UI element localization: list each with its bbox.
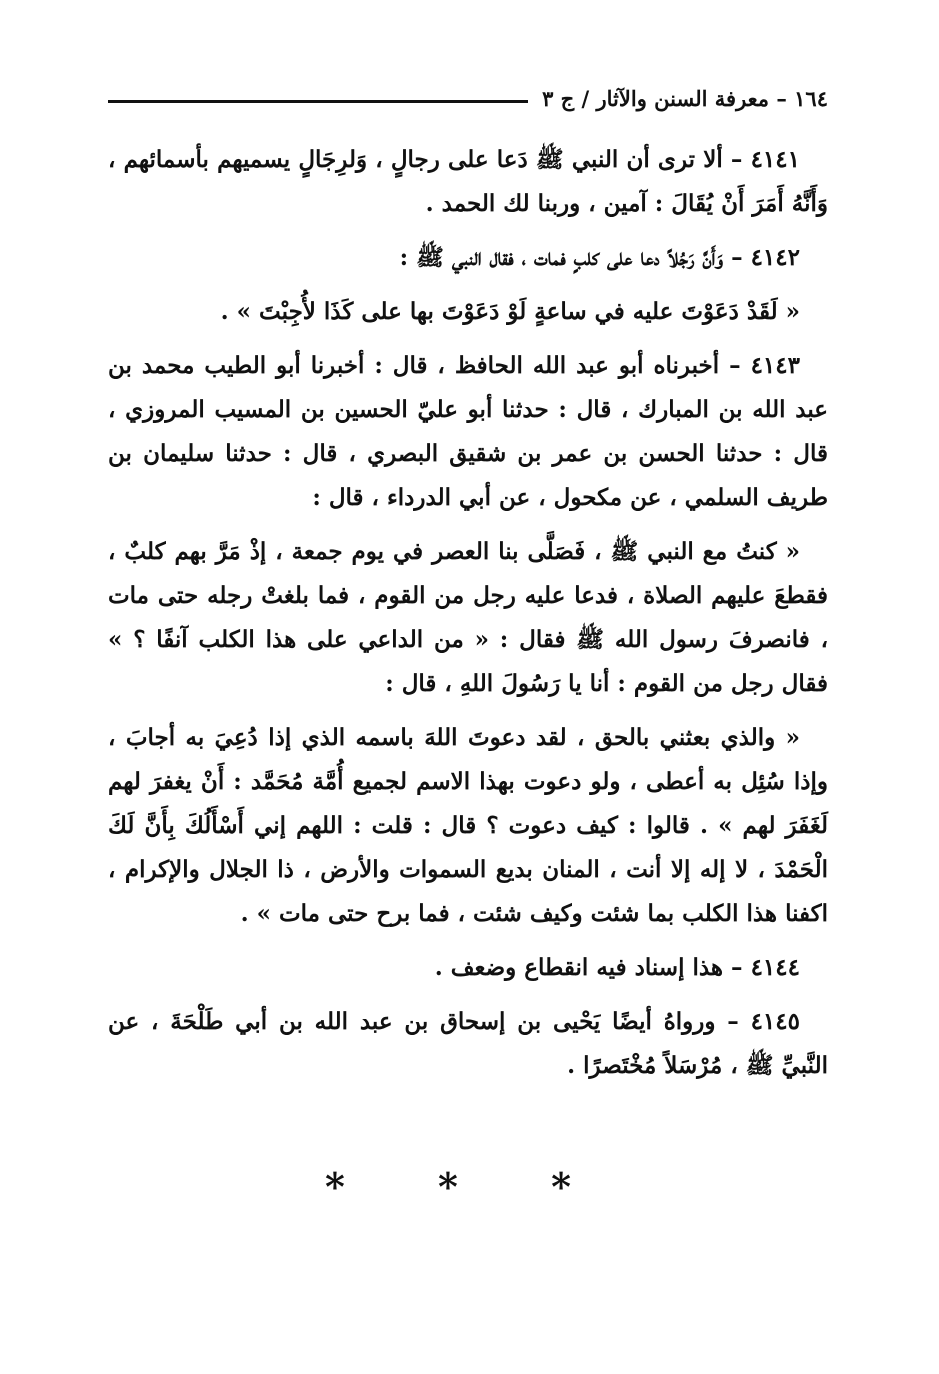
running-header (108, 78, 828, 118)
hadith-4143: ٤١٤٣ – أخبرناه أبو عبد الله الحافظ ، قال : أخبرنا أبو الطيب محمد بن عبد الله بن المبارك ، قال : حدثنا أبو عليّ الحسين بن المسيب المروزي ، قال : حدثنا الحسن بن عمر بن شقيق البصري ، قال : حدثنا سليمان بن طريف السلمي ، عن مكحول ، عن أبي الدرداء ، قال : (108, 352, 828, 511)
hadith-4142-quote: « لَقَدْ دَعَوْتَ عليه في ساعةٍ لَوْ دَعَوْتَ بها على كَذَا لأُجِبْتَ » . (220, 298, 800, 325)
hadith-4143-reply: « والذي بعثني بالحق ، لقد دعوتَ اللهَ باسمه الذي إذا دُعِيَ به أجابَ ، وإذا سُئِل به أعطى ، ولو دعوت بهذا الاسم لجميع أُمَّة مُحَمَّد : أَنْ يغفرَ لهم لَغَفَرَ لهم » . قالوا : كيف دعوت ؟ قال : قلت : اللهم إني أَسْأَلُكَ بِأَنَّ لَكَ الْحَمْدَ ، لا إله إلا أنت ، المنان بديع السموات والأرض ، ذا الجلال والإكرام ، اكفنا هذا الكلب بما شئت وكيف شئت ، فما برح حتى مات » . (108, 724, 828, 927)
hadith-4142: ٤١٤٢ – وَأَنَّ رَجُلاً دعا على كلبٍ فمات ، فقال النبي ﷺ : (399, 244, 800, 271)
page-body (108, 138, 828, 1088)
running-title: ١٦٤ – معرفة السنن والآثار / ج ٣ (542, 85, 828, 111)
hadith-4145: ٤١٤٥ – ورواهُ أيضًا يَحْيى بن إسحاق بن عبد الله بن أبي طَلْحَةَ ، عن النَّبيِّ ﷺ ، مُرْسَلاً مُخْتَصرًا . (108, 1008, 828, 1079)
header-rule (108, 100, 528, 103)
hadith-4141: ٤١٤١ – ألا ترى أن النبي ﷺ دَعا على رجالٍ ، وَلرِجَالٍ يسميهم بأسمائهم ، وَأَنَّهُ أَمَرَ أَنْ يُقَالَ : آمين ، وربنا لك الحمد . (108, 146, 828, 217)
page (108, 78, 828, 1209)
section-separator: * * * (324, 1164, 612, 1209)
hadith-4144: ٤١٤٤ – هذا إسناد فيه انقطاع وضعف . (434, 954, 800, 981)
hadith-4143-narration: « كنتُ مع النبي ﷺ ، فَصَلَّى بنا العصر في يوم جمعة ، إذْ مَرَّ بهم كلبٌ ، فقطعَ عليهم الصلاة ، فدعا عليه رجل من القوم ، فما بلغتْ رجله حتى مات ، فانصرفَ رسول الله ﷺ فقال : « من الداعي على هذا الكلب آنفًا ؟ » فقال رجل من القوم : أنا يا رَسُولَ اللهِ ، قال : (108, 538, 828, 697)
